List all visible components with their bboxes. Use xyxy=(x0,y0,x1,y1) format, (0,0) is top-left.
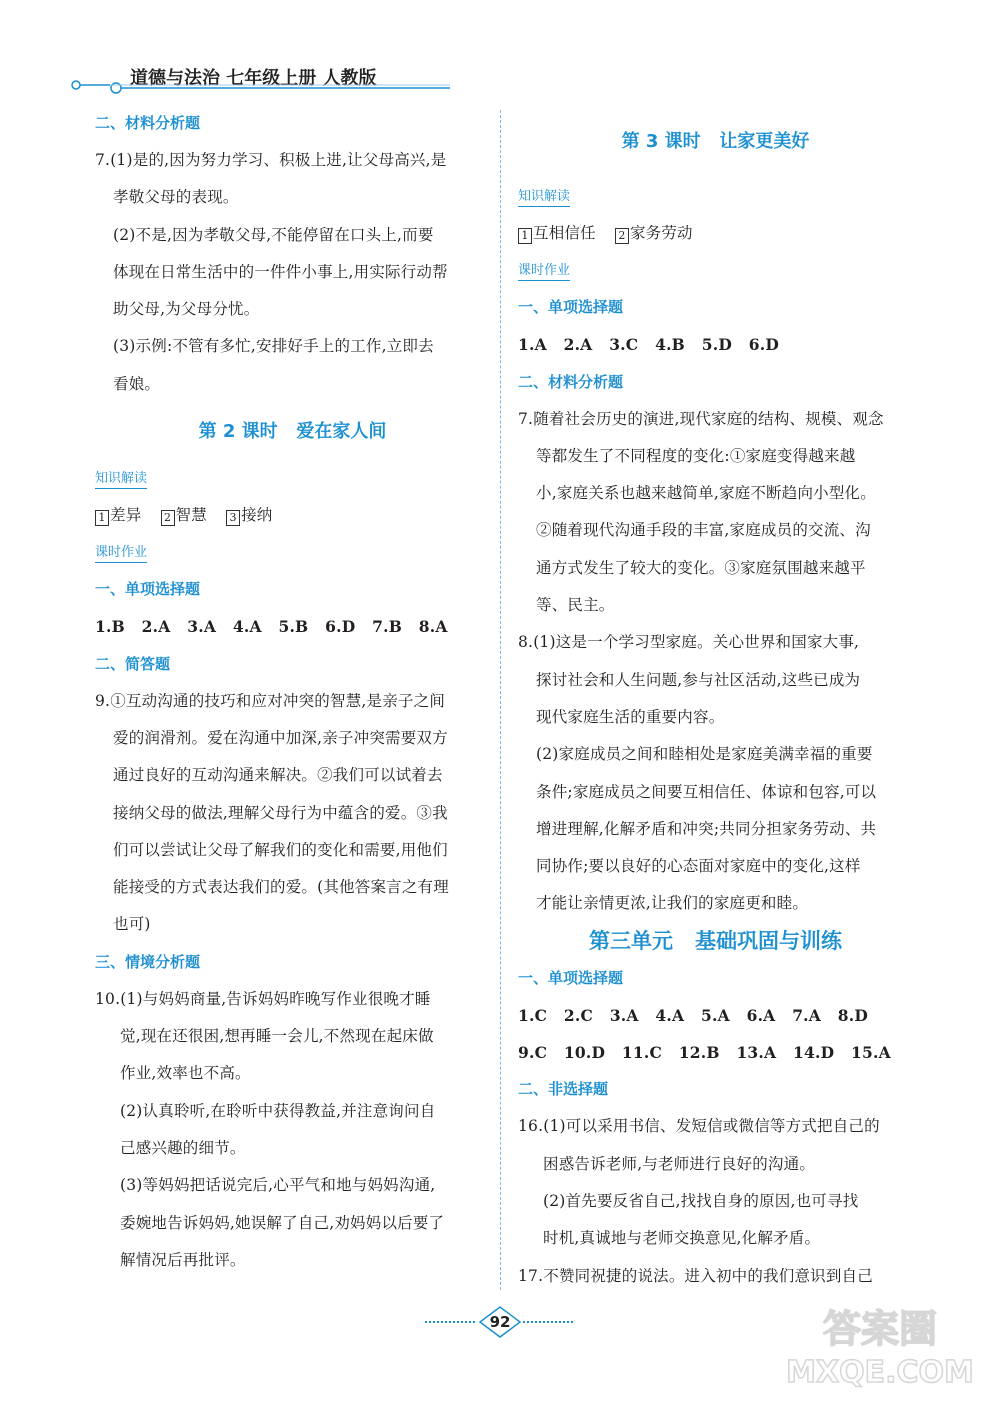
keyword-row xyxy=(518,215,913,252)
answer-line: 才能让亲情更浓,让我们的家庭更和睦。 xyxy=(536,894,809,913)
answer-line: (3)等妈妈把话说完后,心平气和地与妈妈沟通, xyxy=(120,1176,436,1195)
answer-line: 通过良好的互动沟通来解决。②我们可以试着去 xyxy=(113,766,443,785)
section-heading: 一、单项选择题 xyxy=(95,580,201,599)
knowledge-tag: 知识解读 xyxy=(518,178,913,215)
answer-line: (2)首先要反省自己,找找自身的原因,也可寻找 xyxy=(543,1191,859,1210)
keyword-item: 1 互相信任 xyxy=(518,224,596,242)
lesson-title: 第 3 课时 让家更美好 xyxy=(621,131,810,152)
number-box: 1 xyxy=(518,228,532,244)
answer-line: ②随着现代沟通手段的丰富,家庭成员的交流、沟 xyxy=(536,521,871,540)
answer-key: 9.C 10.D 11.C 12.B 13.A 14.D 15.A xyxy=(518,1043,891,1063)
page-header xyxy=(70,62,460,102)
answer-line: 作业,效率也不高。 xyxy=(120,1064,251,1083)
answer-key: 1.B 2.A 3.A 4.A 5.B 6.D 7.B 8.A xyxy=(95,617,448,637)
answer-line: 孝敬父母的表现。 xyxy=(113,188,239,207)
answer-line: (2)家庭成员之间和睦相处是家庭美满幸福的重要 xyxy=(536,745,873,764)
answer-line: (2)认真聆听,在聆听中获得教益,并注意询问自 xyxy=(120,1101,436,1120)
answer-line: 探讨社会和人生问题,参与社区活动,这些已成为 xyxy=(536,670,861,689)
section-heading: 一、单项选择题 xyxy=(518,298,624,317)
section-heading: 二、简答题 xyxy=(95,654,171,673)
number-box: 3 xyxy=(226,510,240,526)
number-box: 2 xyxy=(615,228,629,244)
column-divider xyxy=(500,110,501,1290)
watermark-url: MXQE.COM xyxy=(786,1355,974,1390)
lesson-title: 第 2 课时 爱在家人间 xyxy=(198,421,387,443)
watermark-text: 答案圈 xyxy=(822,1307,938,1351)
header-rule xyxy=(70,80,460,94)
keyword-item: 3 接纳 xyxy=(226,506,272,524)
keyword-item: 2 家务劳动 xyxy=(615,224,693,242)
answer-line: 同协作;要以良好的心态面对家庭中的变化,这样 xyxy=(536,857,861,876)
answer-line: 16.(1)可以采用书信、发短信或微信等方式把自己的 xyxy=(518,1117,880,1136)
homework-tag: 课时作业 xyxy=(518,252,913,289)
section-heading: 二、非选择题 xyxy=(518,1080,609,1099)
answer-line: 9.①互动沟通的技巧和应对冲突的智慧,是亲子之间 xyxy=(95,691,446,710)
section-heading: 二、材料分析题 xyxy=(518,372,624,391)
answer-line: 等、民主。 xyxy=(536,596,615,615)
answer-line: 看娘。 xyxy=(113,374,161,393)
answer-line: 条件;家庭成员之间要互相信任、体谅和包容,可以 xyxy=(536,782,877,801)
answer-line: 7.随着社会历史的演进,现代家庭的结构、规模、观念 xyxy=(518,409,884,428)
answer-line: 们可以尝试让父母了解我们的变化和需要,用他们 xyxy=(113,840,448,859)
answer-line: 也可) xyxy=(113,915,151,934)
section-heading: 三、情境分析题 xyxy=(95,952,201,971)
answer-line: 解情况后再批评。 xyxy=(120,1250,246,1269)
answer-key: 1.C 2.C 3.A 4.A 5.A 6.A 7.A 8.D xyxy=(518,1005,869,1025)
keyword-item: 2 智慧 xyxy=(161,506,207,524)
answer-line: 等都发生了不同程度的变化:①家庭变得越来越 xyxy=(536,446,856,465)
left-column xyxy=(95,105,490,1279)
number-box: 2 xyxy=(161,510,175,526)
answer-line: 能接受的方式表达我们的爱。(其他答案言之有理 xyxy=(113,878,449,897)
answer-line: (2)不是,因为孝敬父母,不能停留在口头上,而要 xyxy=(113,225,434,244)
section-heading: 一、单项选择题 xyxy=(518,968,624,987)
number-box: 1 xyxy=(95,510,109,526)
answer-line: 助父母,为父母分忧。 xyxy=(113,300,260,319)
homework-tag: 课时作业 xyxy=(95,534,490,571)
book-title: 道德与法治 七年级上册 人教版 xyxy=(130,68,377,89)
answer-line: 增进理解,化解矛盾和冲突;共同分担家务劳动、共 xyxy=(536,819,877,838)
right-column xyxy=(518,105,913,1295)
section-heading: 二、材料分析题 xyxy=(95,114,201,132)
answer-line: 17.不赞同祝捷的说法。进入初中的我们意识到自己 xyxy=(518,1266,873,1285)
page-number: 92 xyxy=(489,1313,511,1331)
answer-line: 10.(1)与妈妈商量,告诉妈妈昨晚写作业很晚才睡 xyxy=(95,989,431,1008)
keyword-item: 1 差异 xyxy=(95,506,141,524)
answer-line: 己感兴趣的细节。 xyxy=(120,1138,246,1157)
answer-line: 委婉地告诉妈妈,她误解了自己,劝妈妈以后要了 xyxy=(120,1213,445,1232)
answer-line: 困惑告诉老师,与老师进行良好的沟通。 xyxy=(543,1154,816,1173)
answer-line: 觉,现在还很困,想再睡一会儿,不然现在起床做 xyxy=(120,1027,434,1046)
answer-line: 爱的润滑剂。爱在沟通中加深,亲子冲突需要双方 xyxy=(113,728,448,747)
answer-line: 体现在日常生活中的一件件小事上,用实际行动帮 xyxy=(113,262,448,281)
answer-line: 7.(1)是的,因为努力学习、积极上进,让父母高兴,是 xyxy=(95,151,447,169)
answer-key: 1.A 2.A 3.C 4.B 5.D 6.D xyxy=(518,335,780,355)
answer-line: 时机,真诚地与老师交换意见,化解矛盾。 xyxy=(543,1229,821,1248)
answer-line: 通方式发生了较大的变化。③家庭氛围越来越平 xyxy=(536,558,866,577)
answer-line: 接纳父母的做法,理解父母行为中蕴含的爱。③我 xyxy=(113,803,448,822)
keyword-row xyxy=(95,497,490,534)
answer-line: 现代家庭生活的重要内容。 xyxy=(536,707,725,726)
answer-line: 小,家庭关系也越来越简单,家庭不断趋向小型化。 xyxy=(536,484,876,503)
answer-line: 8.(1)这是一个学习型家庭。关心世界和国家大事, xyxy=(518,633,860,652)
answer-line: (3)示例:不管有多忙,安排好手上的工作,立即去 xyxy=(113,337,434,356)
knowledge-tag: 知识解读 xyxy=(95,460,490,497)
watermark-logo xyxy=(770,1290,990,1390)
page-footer xyxy=(425,1305,575,1339)
unit-title: 第三单元 基础巩固与训练 xyxy=(589,928,842,953)
